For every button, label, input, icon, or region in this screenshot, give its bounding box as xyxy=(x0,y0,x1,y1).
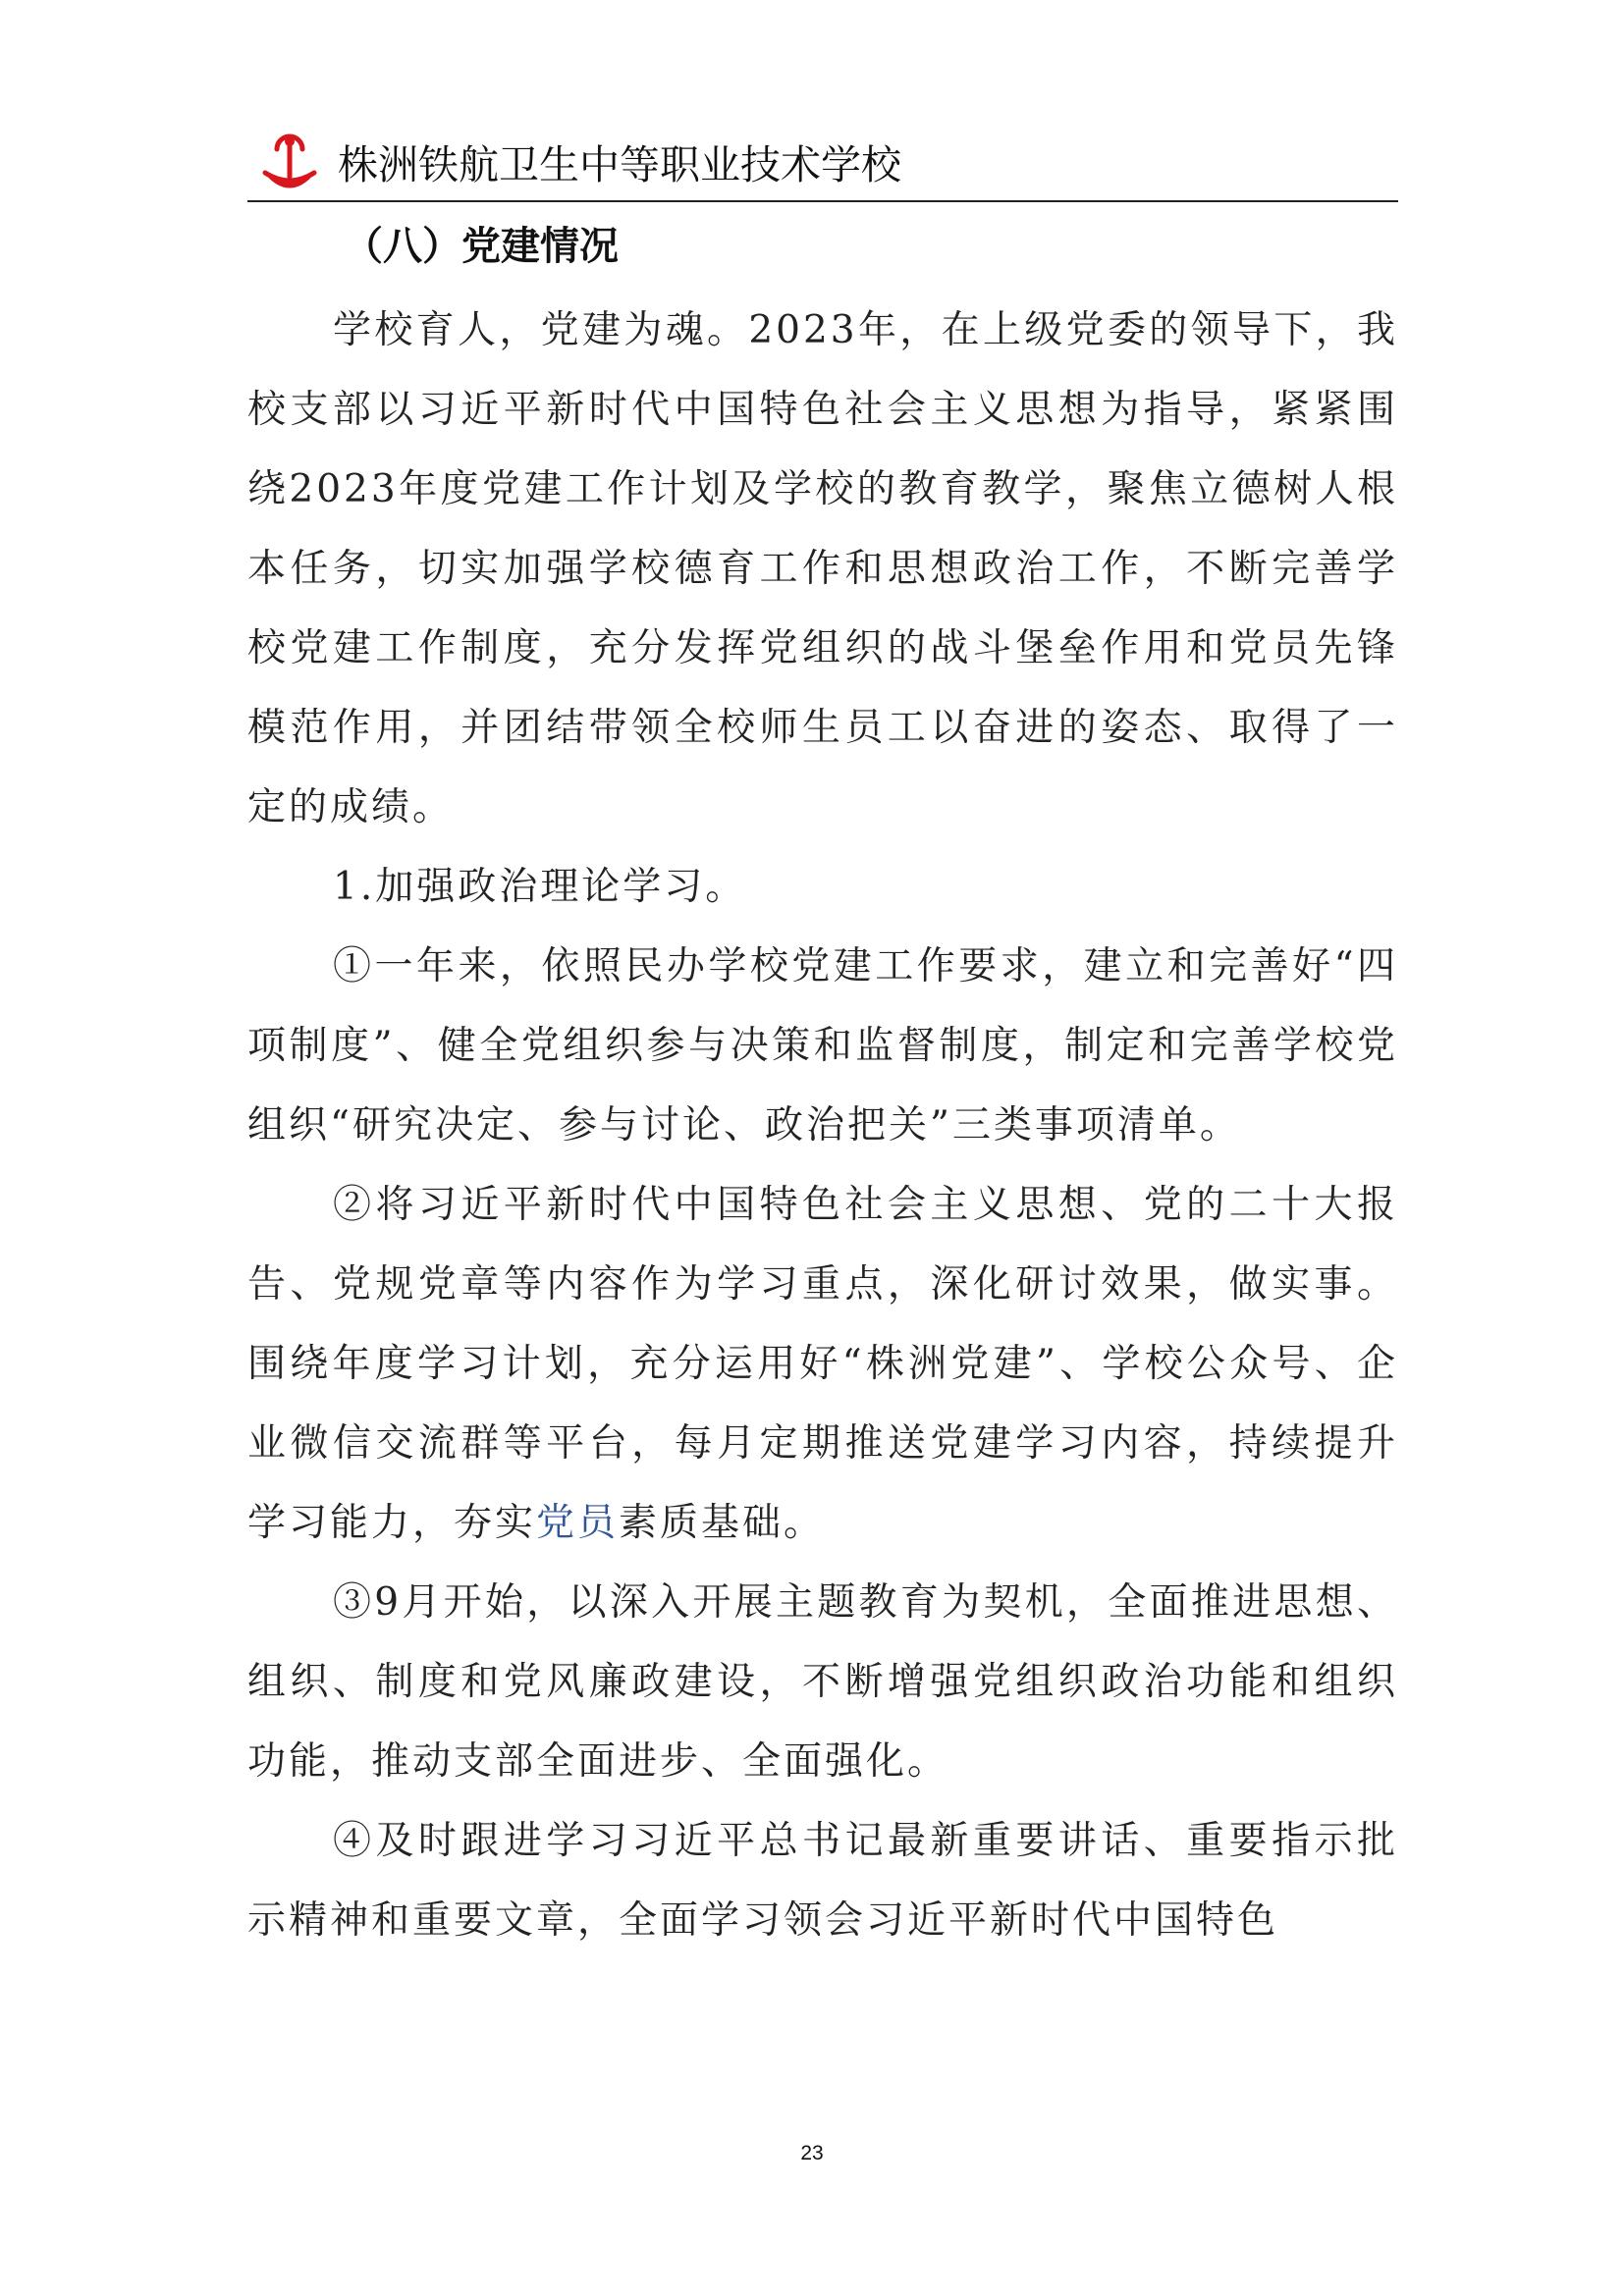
page-header xyxy=(247,132,1398,202)
subheading-political-study: 1.加强政治理论学习。 xyxy=(333,865,747,909)
school-logo-icon xyxy=(257,133,322,188)
highlighted-word: 党员 xyxy=(536,1501,620,1545)
school-name: 株洲铁航卫生中等职业技术学校 xyxy=(338,141,901,188)
document-body xyxy=(247,212,1398,1960)
list-item-4: ④及时跟进学习习近平总书记最新重要讲话、重要指示批示精神和重要文章，全面学习领会习近平新时代中国特色 xyxy=(247,1819,1398,1943)
list-item-1: ①一年来，依照民办学校党建工作要求，建立和完善好“四项制度”、健全党组织参与决策和监督制度，制定和完善学校党组织“研究决定、参与讨论、政治把关”三类事项清单。 xyxy=(247,944,1398,1148)
list-item-3: ③9月开始，以深入开展主题教育为契机，全面推进思想、组织、制度和党风廉政建设，不断增强党组织政治功能和组织功能，推动支部全面进步、全面强化。 xyxy=(247,1580,1398,1784)
list-item-2 xyxy=(247,1165,1398,1563)
page-number: 23 xyxy=(800,2142,824,2164)
list-item-2-tail: 素质基础。 xyxy=(619,1501,826,1545)
list-item-2-text: ②将习近平新时代中国特色社会主义思想、党的二十大报告、党规党章等内容作为学习重点，深化研讨效果，做实事。围绕年度学习计划，充分运用好“株洲党建”、学校公众号、企业微信交流群等平台，每月定期推送党建学习内容，持续提升学习能力，夯实 xyxy=(247,1183,1398,1545)
intro-paragraph: 学校育人，党建为魂。2023年，在上级党委的领导下，我校支部以习近平新时代中国特色社会主义思想为指导，紧紧围绕2023年度党建工作计划及学校的教育教学，聚焦立德树人根本任务，切实加强学校德育工作和思想政治工作，不断完善学校党建工作制度，充分发挥党组织的战斗堡垒作用和党员先锋模范作用，并团结带领全校师生员工以奋进的姿态、取得了一定的成绩。 xyxy=(247,308,1398,829)
section-title: （八）党建情况 xyxy=(344,224,619,269)
header-divider xyxy=(247,200,1398,202)
